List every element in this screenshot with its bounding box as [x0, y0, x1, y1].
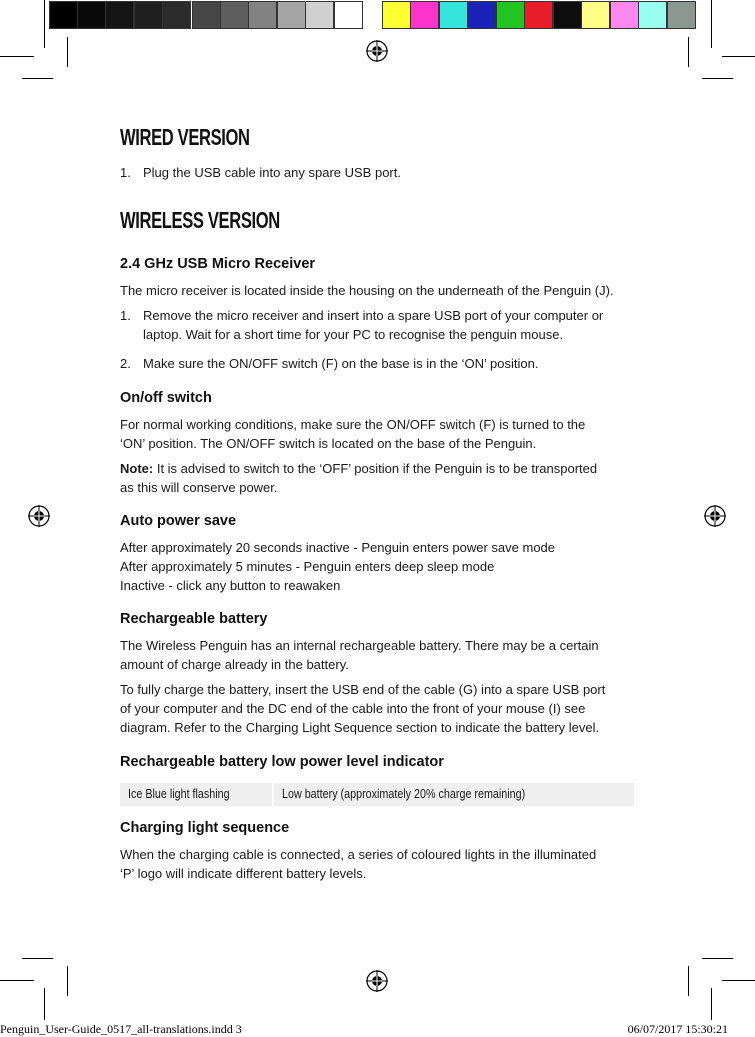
charging-text-line: When the charging cable is connected, a series of coloured lights in the illuminated: [120, 847, 597, 862]
color-swatch: [496, 1, 525, 29]
switch-heading: On/off switch: [120, 390, 212, 406]
wired-version-heading: WIRED VERSION: [120, 124, 250, 150]
color-swatch: [192, 1, 221, 29]
color-swatch: [467, 1, 496, 29]
slug-filename: Penguin_User-Guide_0517_all-translations.indd 3: [0, 1022, 242, 1036]
color-swatch: [105, 1, 134, 29]
battery-text-line: To fully charge the battery, insert the USB end of the cable (G) into a spare USB port: [120, 682, 606, 697]
color-swatch: [134, 1, 163, 29]
color-swatch: [439, 1, 468, 29]
power-save-line: After approximately 20 seconds inactive - Penguin enters power save mode: [120, 540, 556, 555]
power-save-line: After approximately 5 minutes - Penguin enters deep sleep mode: [120, 559, 495, 574]
battery-text-line: of your computer and the DC end of the cable into the front of your mouse (I) see: [120, 701, 586, 716]
color-swatch: [162, 1, 191, 29]
registration-mark-icon: [366, 970, 388, 992]
list-text: laptop. Wait for a short time for your PC to recognise the penguin mouse.: [143, 327, 564, 342]
crop-mark: [711, 0, 712, 48]
color-swatch: [220, 1, 249, 29]
list-number: 1.: [120, 165, 131, 180]
crop-mark: [711, 988, 712, 1020]
crop-mark: [0, 980, 34, 981]
crop-mark: [44, 0, 45, 48]
indicator-light-text: Ice Blue light flashing: [128, 787, 230, 801]
crop-mark: [44, 988, 45, 1020]
note-line: [120, 459, 597, 478]
low-power-heading: Rechargeable battery low power level indicator: [120, 754, 444, 770]
crop-mark: [67, 966, 68, 996]
indicator-light-cell: [120, 783, 272, 806]
color-swatch: [524, 1, 553, 29]
crop-mark: [688, 966, 689, 996]
note-line: as this will conserve power.: [120, 480, 278, 495]
list-number: 2.: [120, 356, 131, 371]
crop-mark: [688, 37, 689, 67]
list-text: Remove the micro receiver and insert into a spare USB port of your computer or: [143, 308, 604, 323]
crop-mark: [722, 980, 755, 981]
battery-text-line: amount of charge already in the battery.: [120, 657, 349, 672]
charging-text-line: ‘P’ logo will indicate different battery levels.: [120, 866, 367, 881]
battery-heading: Rechargeable battery: [120, 611, 268, 627]
list-number: 1.: [120, 308, 131, 323]
color-bar: [0, 0, 755, 30]
color-swatch: [382, 1, 411, 29]
registration-mark-icon: [704, 505, 726, 527]
color-swatch: [77, 1, 106, 29]
battery-text-line: diagram. Refer to the Charging Light Sequence section to indicate the battery level.: [120, 720, 600, 735]
crop-mark: [22, 78, 53, 79]
indicator-table-row: [120, 783, 634, 806]
color-swatch: [667, 1, 696, 29]
crop-mark: [722, 56, 755, 57]
color-swatch: [334, 1, 363, 29]
note-text: It is advised to switch to the ‘OFF’ position if the Penguin is to be transported: [153, 461, 598, 476]
list-text: Make sure the ON/OFF switch (F) on the base is in the ‘ON’ position.: [143, 356, 539, 371]
slug-datetime: 06/07/2017 15:30:21: [627, 1022, 728, 1036]
color-swatch: [410, 1, 439, 29]
color-swatch: [553, 1, 582, 29]
battery-text-line: The Wireless Penguin has an internal rechargeable battery. There may be a certain: [120, 638, 599, 653]
note-label: Note:: [120, 461, 154, 476]
registration-mark-icon: [28, 505, 50, 527]
power-save-heading: Auto power save: [120, 513, 237, 529]
crop-mark: [22, 958, 53, 959]
indicator-meaning-cell: [274, 783, 634, 806]
receiver-heading: 2.4 GHz USB Micro Receiver: [120, 256, 316, 272]
indicator-meaning-text: Low battery (approximately 20% charge remaining): [282, 787, 526, 801]
color-swatch: [581, 1, 610, 29]
color-swatch: [248, 1, 277, 29]
power-save-line: Inactive - click any button to reawaken: [120, 578, 341, 593]
color-swatch: [638, 1, 667, 29]
charging-heading: Charging light sequence: [120, 820, 290, 836]
registration-mark-icon: [366, 40, 388, 62]
crop-mark: [67, 37, 68, 67]
switch-text-line: ‘ON’ position. The ON/OFF switch is located on the base of the Penguin.: [120, 436, 537, 451]
wireless-version-heading: WIRELESS VERSION: [120, 207, 280, 233]
color-swatch: [610, 1, 639, 29]
color-swatch: [305, 1, 334, 29]
color-swatch: [49, 1, 78, 29]
receiver-intro: The micro receiver is located inside the housing on the underneath of the Penguin (J).: [120, 283, 614, 298]
color-swatch: [277, 1, 306, 29]
crop-mark: [702, 958, 733, 959]
crop-mark: [702, 78, 733, 79]
switch-text-line: For normal working conditions, make sure the ON/OFF switch (F) is turned to the: [120, 417, 586, 432]
list-text: Plug the USB cable into any spare USB port.: [143, 165, 401, 180]
crop-mark: [0, 56, 34, 57]
